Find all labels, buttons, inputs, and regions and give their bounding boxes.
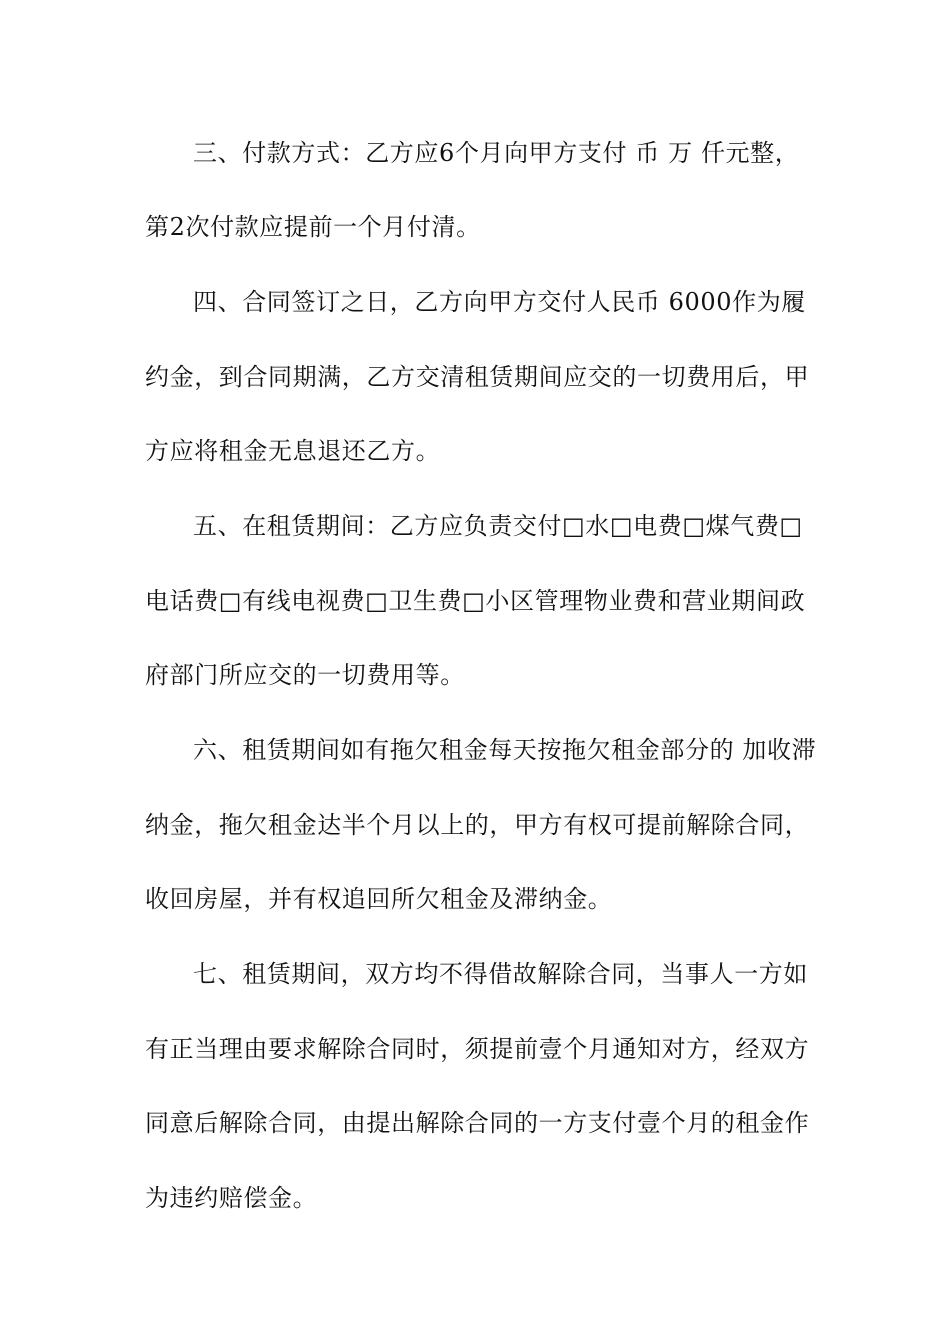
clause-3-line-1: 三、付款方式：乙方应6个月向甲方支付 币 万 仟元整， xyxy=(193,139,800,167)
clause-5-line-1: 五、在租赁期间：乙方应负责交付□水□电费□煤气费□ xyxy=(193,512,803,540)
clause-4-line-1: 四、合同签订之日，乙方向甲方交付人民币 6000作为履 xyxy=(193,288,806,316)
clause-5-line-3: 府部门所应交的一切费用等。 xyxy=(145,661,465,689)
clause-6-line-2: 纳金，拖欠租金达半个月以上的，甲方有权可提前解除合同， xyxy=(145,811,810,839)
clause-4-line-2: 约金，到合同期满，乙方交清租赁期间应交的一切费用后，甲 xyxy=(145,363,810,391)
clause-5-line-2: 电话费□有线电视费□卫生费□小区管理物业费和营业期间政 xyxy=(145,587,806,615)
clause-7-line-3: 同意后解除合同，由提出解除合同的一方支付壹个月的租金作 xyxy=(145,1109,810,1137)
clause-6-line-1: 六、租赁期间如有拖欠租金每天按拖欠租金部分的 加收滞 xyxy=(193,736,817,764)
clause-6-line-3: 收回房屋，并有权追回所欠租金及滞纳金。 xyxy=(145,885,613,913)
clause-7-line-4: 为违约赔偿金。 xyxy=(145,1184,318,1212)
clause-7-line-2: 有正当理由要求解除合同时，须提前壹个月通知对方，经双方 xyxy=(145,1035,810,1063)
clause-4-line-3: 方应将租金无息退还乙方。 xyxy=(145,437,441,465)
clause-7-line-1: 七、租赁期间，双方均不得借故解除合同，当事人一方如 xyxy=(193,960,808,988)
clause-3-line-2: 第2次付款应提前一个月付清。 xyxy=(145,213,481,241)
